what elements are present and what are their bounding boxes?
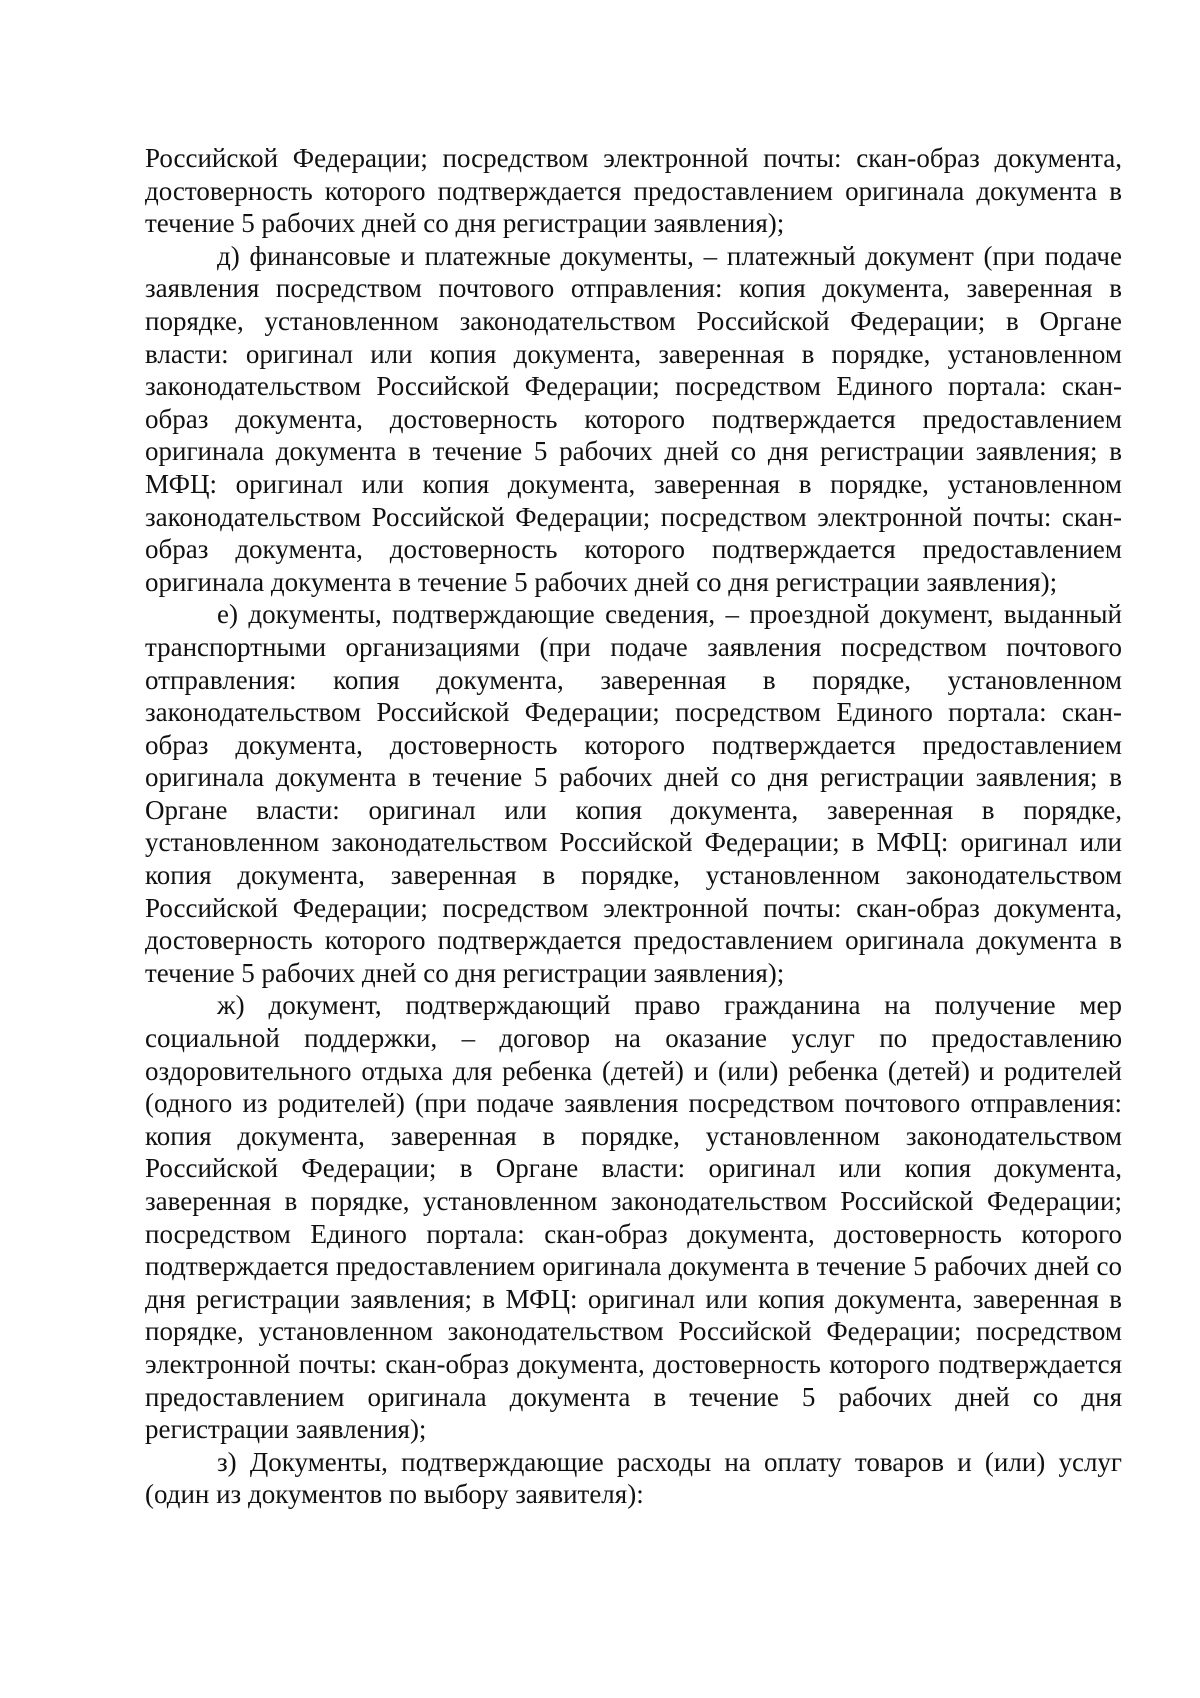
paragraph-item-e: е) документы, подтверждающие сведения, – проездной документ, выданный транспортными организациями (при подаче заявления посредством почтового отправления: копия документа, заверенная в порядке, установленном законодательством Российской Федерации; посредством Единого портала: скан-образ документа, достоверность которого подтверждается предоставлением оригинала документа в течение 5 рабочих дней со дня регистрации заявления; в Органе власти: оригинал или копия документа, заверенная в порядке, установленном законодательством Российской Федерации; в МФЦ: оригинал или копия документа, заверенная в порядке, установленном законодательством Российской Федерации; посредством электронной почты: скан-образ документа, достоверность которого подтверждается предоставлением оригинала документа в течение 5 рабочих дней со дня регистрации заявления); <box>145 599 1122 988</box>
paragraph-item-d: д) финансовые и платежные документы, – платежный документ (при подаче заявления посредством почтового отправления: копия документа, заверенная в порядке, установленном законодательством Российской Федерации; в Органе власти: оригинал или копия документа, заверенная в порядке, установленном законодательством Российской Федерации; посредством Единого портала: скан-образ документа, достоверность которого подтверждается предоставлением оригинала документа в течение 5 рабочих дней со дня регистрации заявления; в МФЦ: оригинал или копия документа, заверенная в порядке, установленном законодательством Российской Федерации; посредством электронной почты: скан-образ документа, достоверность которого подтверждается предоставлением оригинала документа в течение 5 рабочих дней со дня регистрации заявления); <box>145 240 1122 597</box>
document-page <box>145 142 1122 1511</box>
paragraph-continuation: Российской Федерации; посредством электронной почты: скан-образ документа, достоверность которого подтверждается предоставлением оригинала документа в течение 5 рабочих дней со дня регистрации заявления); <box>145 143 1122 239</box>
paragraph-item-z: з) Документы, подтверждающие расходы на оплату товаров и (или) услуг (один из документов по выбору заявителя): <box>145 1446 1122 1510</box>
paragraph-item-zh: ж) документ, подтверждающий право гражданина на получение мер социальной поддержки, – договор на оказание услуг по предоставлению оздоровительного отдыха для ребенка (детей) и (или) ребенка (детей) и родителей (одного из родителей) (при подаче заявления посредством почтового отправления: копия документа, заверенная в порядке, установленном законодательством Российской Федерации; в Органе власти: оригинал или копия документа, заверенная в порядке, установленном законодательством Российской Федерации; посредством Единого портала: скан-образ документа, достоверность которого подтверждается предоставлением оригинала документа в течение 5 рабочих дней со дня регистрации заявления; в МФЦ: оригинал или копия документа, заверенная в порядке, установленном законодательством Российской Федерации; посредством электронной почты: скан-образ документа, достоверность которого подтверждается предоставлением оригинала документа в течение 5 рабочих дней со дня регистрации заявления); <box>145 990 1122 1445</box>
